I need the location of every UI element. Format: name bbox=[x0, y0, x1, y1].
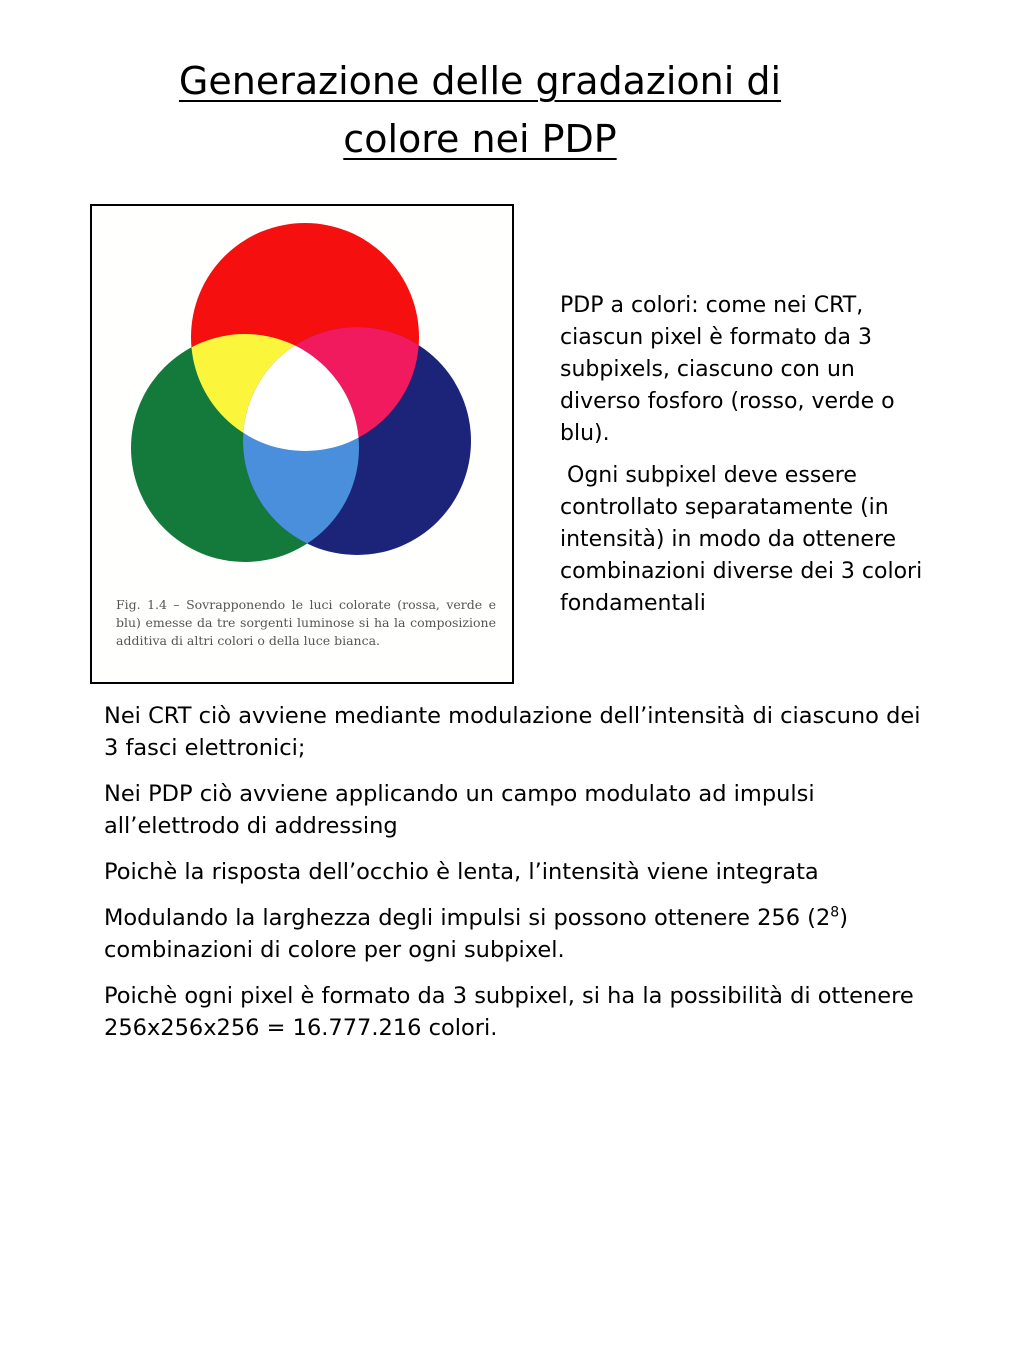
page-title-line-1: Generazione delle gradazioni di bbox=[178, 59, 782, 103]
figure-caption: Fig. 1.4 – Sovrapponendo le luci colorate (rossa, verde e blu) emesse da tre sorgenti luminose si ha la composizione additiva di altri colori o della luce bianca. bbox=[116, 597, 496, 648]
body-paragraph-4-end: ) combinazioni di colore per ogni subpixel. bbox=[104, 905, 863, 963]
rgb-venn-diagram bbox=[92, 206, 512, 596]
body-paragraph-4 bbox=[104, 902, 924, 966]
body-paragraph-1: Nei CRT ciò avviene mediante modulazione dell’intensità di ciascuno dei 3 fasci elettronici; bbox=[104, 703, 921, 761]
side-paragraph-1: PDP a colori: come nei CRT, ciascun pixel è formato da 3 subpixels, ciascuno con un diverso fosforo (rosso, verde o blu). bbox=[560, 293, 895, 446]
body-paragraph-4-start: Modulando la larghezza degli impulsi si possono ottenere 256 (2 bbox=[104, 905, 831, 931]
page-title bbox=[100, 52, 860, 168]
exponent: 8 bbox=[830, 904, 840, 921]
page-title-line-2: colore nei PDP bbox=[343, 117, 617, 161]
body-paragraph-3: Poichè la risposta dell’occhio è lenta, l’intensità viene integrata bbox=[104, 859, 819, 885]
side-paragraph-2: Ogni subpixel deve essere controllato separatamente (in intensità) in modo da ottenere combinazioni diverse dei 3 colori fondamentali bbox=[560, 463, 930, 616]
side-text bbox=[560, 290, 940, 630]
body-paragraph-2: Nei PDP ciò avviene applicando un campo modulato ad impulsi all’elettrodo di addressing bbox=[104, 781, 815, 839]
body-paragraph-5: Poichè ogni pixel è formato da 3 subpixel, si ha la possibilità di ottenere 256x256x256 = 16.777.216 colori. bbox=[104, 983, 914, 1041]
body-text bbox=[104, 700, 924, 1058]
figure-box bbox=[90, 204, 514, 684]
